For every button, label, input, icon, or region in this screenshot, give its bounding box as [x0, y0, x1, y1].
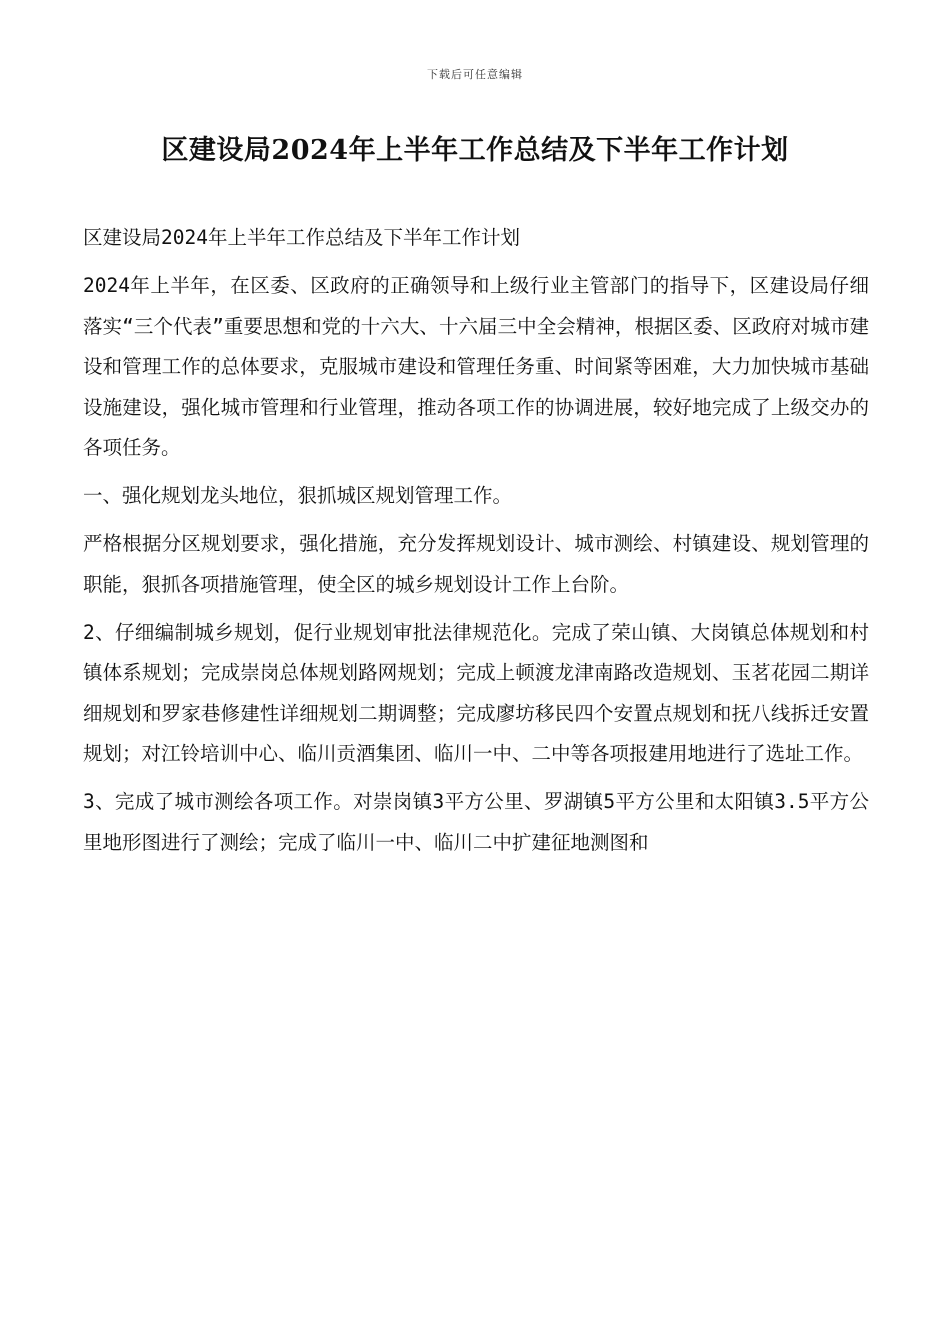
document-title: 区建设局2024年上半年工作总结及下半年工作计划 [161, 135, 789, 166]
body-paragraph-subtitle: 区建设局2024年上半年工作总结及下半年工作计划 [83, 226, 520, 249]
document-body [83, 218, 869, 871]
header-note: 下载后可任意编辑 [427, 68, 523, 81]
body-paragraph-intro: 2024年上半年，在区委、区政府的正确领导和上级行业主管部门的指导下，区建设局仔细落实“三个代表”重要思想和党的十六大、十六届三中全会精神，根据区委、区政府对城市建设和管理工作的总体要求，克服城市建设和管理任务重、时间紧等困难，大力加快城市基础设施建设，强化城市管理和行业管理，推动各项工作的协调进展，较好地完成了上级交办的各项任务。 [83, 274, 869, 459]
body-paragraph-item-3: 3、完成了城市测绘各项工作。对崇岗镇3平方公里、罗湖镇5平方公里和太阳镇3.5平方公里地形图进行了测绘；完成了临川一中、临川二中扩建征地测图和 [83, 790, 869, 854]
section-heading-1: 一、强化规划龙头地位，狠抓城区规划管理工作。 [83, 484, 513, 507]
body-paragraph-section-1: 严格根据分区规划要求，强化措施，充分发挥规划设计、城市测绘、村镇建设、规划管理的职能，狠抓各项措施管理，使全区的城乡规划设计工作上台阶。 [83, 532, 869, 596]
body-paragraph-item-2: 2、仔细编制城乡规划，促行业规划审批法律规范化。完成了荣山镇、大岗镇总体规划和村镇体系规划；完成崇岗总体规划路网规划；完成上顿渡龙津南路改造规划、玉茗花园二期详细规划和罗家巷修建性详细规划二期调整；完成廖坊移民四个安置点规划和抚八线拆迁安置规划；对江铃培训中心、临川贡酒集团、临川一中、二中等各项报建用地进行了选址工作。 [83, 620, 869, 765]
